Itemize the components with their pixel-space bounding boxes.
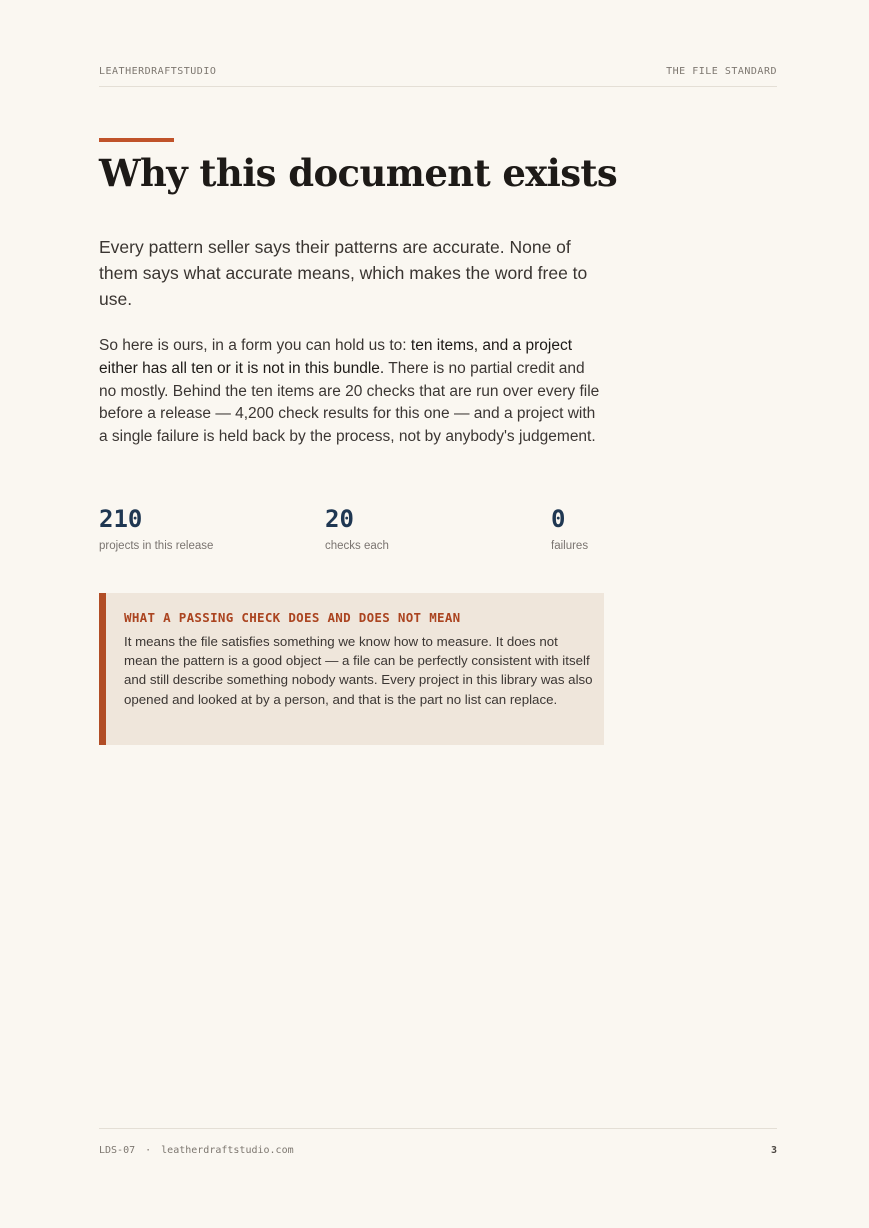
callout-box bbox=[99, 593, 604, 745]
body-paragraph bbox=[99, 335, 605, 449]
body-paragraph-intro: So here is ours, in a form you can hold us to: bbox=[99, 337, 411, 354]
stat-projects bbox=[99, 502, 213, 554]
header-divider bbox=[99, 86, 777, 87]
website-link[interactable]: leatherdraftstudio.com bbox=[161, 1144, 294, 1156]
document-code: LDS-07 bbox=[99, 1144, 136, 1156]
page-footer bbox=[99, 1143, 777, 1157]
footer-left bbox=[99, 1145, 294, 1156]
stat-checks bbox=[325, 502, 389, 554]
stat-value: 0 bbox=[551, 505, 566, 533]
body-paragraph-rest: There is no partial credit and no mostly. Behind the ten items are 20 checks that are run over every file before a release — 4,200 check results for this one — and a project with a single failure is held back by the process, not by anybody's judgement. bbox=[99, 359, 600, 446]
stat-label: checks each bbox=[325, 540, 389, 552]
stat-label: projects in this release bbox=[99, 540, 214, 552]
lede-paragraph: Every pattern seller says their patterns are accurate. None of them says what accurate means, which makes the word free to use. bbox=[99, 237, 588, 309]
stat-label: failures bbox=[551, 540, 589, 552]
section-name: THE FILE STANDARD bbox=[666, 65, 777, 77]
stat-value: 210 bbox=[99, 505, 143, 533]
page-title: Why this document exists bbox=[99, 151, 618, 195]
stat-failures bbox=[551, 502, 588, 554]
title-accent-bar bbox=[99, 138, 174, 142]
footer-separator: · bbox=[145, 1144, 152, 1156]
stat-value: 20 bbox=[325, 505, 354, 533]
stats-row bbox=[99, 502, 609, 562]
brand-name: LEATHERDRAFTSTUDIO bbox=[99, 65, 217, 77]
callout-text: It means the file satisfies something we know how to measure. It does not mean the pattern is a good object — a file can be perfectly consistent with itself and still describe something nobody wants. Every project in this library was also opened and looked at by a person, and that is the part no list can replace. bbox=[124, 634, 593, 707]
page-number: 3 bbox=[770, 1144, 777, 1156]
callout-heading: WHAT A PASSING CHECK DOES AND DOES NOT MEAN bbox=[124, 610, 461, 625]
footer-divider bbox=[99, 1128, 777, 1129]
body-paragraph-emphasis: ten items, and a project either has all ten or it is not in this bundle. bbox=[99, 337, 573, 377]
page-header bbox=[99, 64, 777, 78]
